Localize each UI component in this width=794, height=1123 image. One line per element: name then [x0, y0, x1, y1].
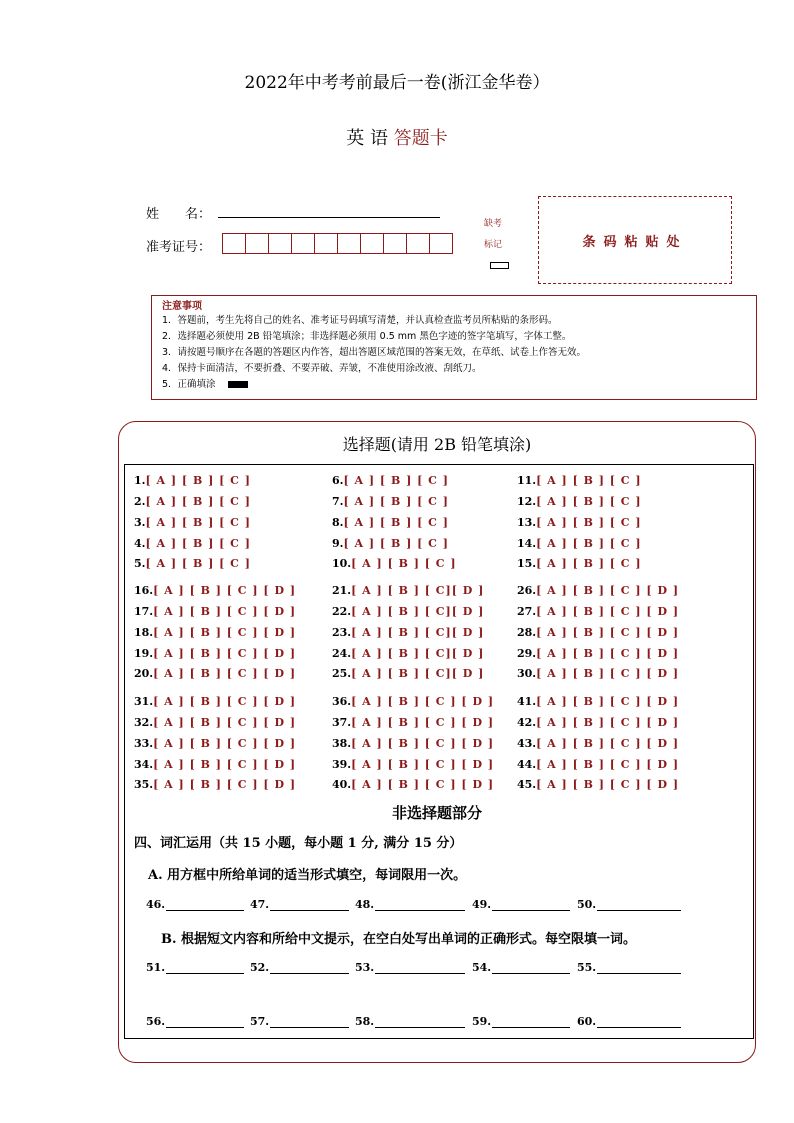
question-number: 12.	[517, 495, 537, 508]
answer-line[interactable]	[270, 972, 349, 974]
answer-bubbles[interactable]: [ A ] [ B ] [ C ]	[536, 495, 642, 508]
answer-line[interactable]	[492, 972, 570, 974]
nonchoice-title: 非选择题部分	[391, 804, 482, 822]
blank-number: 58.	[355, 1015, 375, 1028]
missing-mark-label-2: 标记	[484, 240, 503, 250]
answer-line[interactable]	[166, 909, 244, 911]
answer-bubbles[interactable]: [ A ] [ B ] [ C ] [ D ]	[153, 584, 297, 597]
question-row	[332, 605, 484, 618]
blank-item	[355, 898, 465, 911]
question-number: 17.	[134, 605, 154, 618]
question-row	[134, 557, 251, 570]
question-row	[517, 778, 679, 791]
answer-line[interactable]	[492, 909, 570, 911]
question-row	[134, 778, 296, 791]
question-row	[517, 605, 679, 618]
question-row	[134, 695, 296, 708]
answer-bubbles[interactable]: [ A ] [ B ] [ C][ D ]	[351, 584, 485, 597]
question-row	[134, 647, 296, 660]
question-number: 33.	[134, 737, 154, 750]
blank-number: 48.	[355, 898, 375, 911]
answer-bubbles[interactable]: [ A ] [ B ] [ C ] [ D ]	[536, 737, 680, 750]
question-row	[332, 647, 484, 660]
question-row	[517, 667, 679, 680]
question-row	[332, 584, 484, 597]
answer-bubbles[interactable]: [ A ] [ B ] [ C ] [ D ]	[536, 778, 680, 791]
answer-bubbles[interactable]: [ A ] [ B ] [ C ]	[145, 495, 251, 508]
id-digit-box[interactable]	[314, 233, 338, 254]
question-number: 14.	[517, 537, 537, 550]
answer-bubbles[interactable]: [ A ] [ B ] [ C ] [ D ]	[536, 695, 680, 708]
answer-bubbles[interactable]: [ A ] [ B ] [ C ]	[145, 557, 251, 570]
question-row	[134, 667, 296, 680]
answer-bubbles[interactable]: [ A ] [ B ] [ C ] [ D ]	[536, 716, 680, 729]
blank-number: 47.	[250, 898, 270, 911]
blank-item	[146, 961, 244, 974]
question-row	[517, 584, 679, 597]
id-digit-box[interactable]	[406, 233, 430, 254]
answer-line[interactable]	[166, 972, 244, 974]
note-item: 3．请按题号顺序在各题的答题区内作答，超出答题区域范围的答案无效，在草纸、试卷上作答无效。	[162, 347, 587, 358]
question-row	[332, 474, 449, 487]
answer-bubbles[interactable]: [ A ] [ B ] [ C ]	[343, 495, 449, 508]
answer-bubbles[interactable]: [ A ] [ B ] [ C ] [ D ]	[536, 758, 680, 771]
answer-bubbles[interactable]: [ A ] [ B ] [ C ]	[351, 557, 457, 570]
blank-number: 49.	[472, 898, 492, 911]
answer-bubbles[interactable]: [ A ] [ B ] [ C ] [ D ]	[351, 758, 495, 771]
question-number: 8.	[332, 516, 344, 529]
question-row	[517, 626, 679, 639]
question-row	[332, 778, 494, 791]
subject-label: 英 语	[346, 128, 388, 149]
question-row	[332, 495, 449, 508]
question-number: 30.	[517, 667, 537, 680]
answer-line[interactable]	[597, 909, 681, 911]
question-number: 38.	[332, 737, 352, 750]
question-number: 15.	[517, 557, 537, 570]
note-item: 2．选择题必须使用 2B 铅笔填涂；非选择题必须用 0.5 mm 黑色字迹的签字笔填写，字体工整。	[162, 331, 572, 342]
question-row	[332, 667, 484, 680]
question-number: 6.	[332, 474, 344, 487]
question-number: 16.	[134, 584, 154, 597]
blank-number: 52.	[250, 961, 270, 974]
question-row	[134, 605, 296, 618]
missing-mark-label: 缺考	[484, 219, 503, 229]
question-row	[332, 695, 494, 708]
note-item: 1．答题前，考生先将自己的姓名、准考证号码填写清楚，并认真检查监考员所粘贴的条形码。	[162, 315, 558, 326]
answer-bubbles[interactable]: [ A ] [ B ] [ C ]	[145, 474, 251, 487]
answer-bubbles[interactable]: [ A ] [ B ] [ C][ D ]	[351, 626, 485, 639]
answer-bubbles[interactable]: [ A ] [ B ] [ C ] [ D ]	[153, 647, 297, 660]
blank-number: 59.	[472, 1015, 492, 1028]
note-item: 4．保持卡面清洁，不要折叠、不要弄破、弄皱，不准使用涂改液、刮纸刀。	[162, 363, 482, 374]
question-number: 3.	[134, 516, 146, 529]
answer-bubbles[interactable]: [ A ] [ B ] [ C ] [ D ]	[351, 737, 495, 750]
answer-bubbles[interactable]: [ A ] [ B ] [ C ]	[343, 474, 449, 487]
question-row	[134, 584, 296, 597]
question-number: 40.	[332, 778, 352, 791]
notes-box	[151, 295, 757, 400]
choice-section-title: 选择题(请用 2B 铅笔填涂)	[342, 435, 532, 454]
question-row	[517, 495, 642, 508]
question-number: 44.	[517, 758, 537, 771]
blank-item	[250, 1015, 349, 1028]
question-number: 32.	[134, 716, 154, 729]
answer-bubbles[interactable]: [ A ] [ B ] [ C][ D ]	[351, 667, 485, 680]
question-number: 28.	[517, 626, 537, 639]
question-number: 23.	[332, 626, 352, 639]
partA-instruction: A. 用方框中所给单词的适当形式填空，每词限用一次。	[148, 868, 467, 883]
question-number: 13.	[517, 516, 537, 529]
blank-item	[146, 1015, 244, 1028]
question-number: 36.	[332, 695, 352, 708]
question-number: 21.	[332, 584, 352, 597]
question-number: 4.	[134, 537, 146, 550]
blank-item	[472, 1015, 570, 1028]
notes-title: 注意事项	[162, 301, 202, 312]
id-digit-box[interactable]	[360, 233, 384, 254]
question-number: 34.	[134, 758, 154, 771]
answer-bubbles[interactable]: [ A ] [ B ] [ C ] [ D ]	[536, 584, 680, 597]
answer-card-label: 答题卡	[393, 128, 448, 149]
question-row	[517, 737, 679, 750]
question-row	[517, 758, 679, 771]
question-number: 19.	[134, 647, 154, 660]
question-row	[332, 716, 494, 729]
answer-bubbles[interactable]: [ A ] [ B ] [ C ]	[145, 537, 251, 550]
answer-bubbles[interactable]: [ A ] [ B ] [ C ]	[536, 474, 642, 487]
answer-bubbles[interactable]: [ A ] [ B ] [ C ] [ D ]	[153, 737, 297, 750]
blank-item	[577, 898, 681, 911]
id-digit-box[interactable]	[337, 233, 361, 254]
answer-line[interactable]	[375, 1026, 465, 1028]
partB-instruction: B. 根据短文内容和所给中文提示，在空白处写出单词的正确形式。每空限填一词。	[161, 932, 637, 947]
answer-bubbles[interactable]: [ A ] [ B ] [ C ] [ D ]	[153, 626, 297, 639]
blank-number: 57.	[250, 1015, 270, 1028]
answer-bubbles[interactable]: [ A ] [ B ] [ C][ D ]	[351, 647, 485, 660]
answer-bubbles[interactable]: [ A ] [ B ] [ C ] [ D ]	[351, 695, 495, 708]
answer-bubbles[interactable]: [ A ] [ B ] [ C ] [ D ]	[153, 716, 297, 729]
question-row	[332, 737, 494, 750]
question-row	[134, 626, 296, 639]
question-number: 35.	[134, 778, 154, 791]
answer-line[interactable]	[270, 909, 349, 911]
blank-item	[472, 961, 570, 974]
question-row	[134, 716, 296, 729]
blank-number: 51.	[146, 961, 166, 974]
answer-inner-frame	[124, 464, 754, 1039]
question-number: 26.	[517, 584, 537, 597]
answer-bubbles[interactable]: [ A ] [ B ] [ C ] [ D ]	[153, 605, 297, 618]
question-number: 37.	[332, 716, 352, 729]
question-row	[332, 537, 449, 550]
question-number: 43.	[517, 737, 537, 750]
question-row	[134, 737, 296, 750]
answer-bubbles[interactable]: [ A ] [ B ] [ C ]	[536, 516, 642, 529]
question-row	[134, 495, 251, 508]
id-digit-box[interactable]	[429, 233, 453, 254]
answer-bubbles[interactable]: [ A ] [ B ] [ C ]	[145, 516, 251, 529]
question-row	[517, 557, 642, 570]
question-number: 45.	[517, 778, 537, 791]
id-number-boxes[interactable]	[222, 233, 452, 254]
question-number: 41.	[517, 695, 537, 708]
answer-bubbles[interactable]: [ A ] [ B ] [ C ] [ D ]	[153, 758, 297, 771]
id-digit-box[interactable]	[268, 233, 292, 254]
part4-heading: 四、词汇运用（共 15 小题，每小题 1 分, 满分 15 分）	[134, 836, 463, 851]
question-number: 24.	[332, 647, 352, 660]
question-row	[332, 516, 449, 529]
subject-heading	[0, 124, 794, 150]
question-row	[517, 716, 679, 729]
id-digit-box[interactable]	[383, 233, 407, 254]
name-field[interactable]	[218, 216, 440, 218]
answer-bubbles[interactable]: [ A ] [ B ] [ C ] [ D ]	[536, 605, 680, 618]
question-number: 42.	[517, 716, 537, 729]
question-row	[517, 516, 642, 529]
question-number: 5.	[134, 557, 146, 570]
filled-mark-example	[228, 381, 248, 388]
blank-number: 46.	[146, 898, 166, 911]
question-number: 10.	[332, 557, 352, 570]
answer-line[interactable]	[492, 1026, 570, 1028]
blank-number: 55.	[577, 961, 597, 974]
answer-line[interactable]	[597, 1026, 681, 1028]
question-number: 20.	[134, 667, 154, 680]
blank-item	[355, 1015, 465, 1028]
question-number: 22.	[332, 605, 352, 618]
name-label: 姓 名：	[146, 207, 212, 222]
question-number: 39.	[332, 758, 352, 771]
blank-number: 54.	[472, 961, 492, 974]
question-number: 9.	[332, 537, 344, 550]
answer-line[interactable]	[375, 909, 465, 911]
question-number: 1.	[134, 474, 146, 487]
blank-item	[250, 898, 349, 911]
answer-bubbles[interactable]: [ A ] [ B ] [ C ] [ D ]	[153, 667, 297, 680]
id-label: 准考证号：	[146, 240, 212, 255]
answer-bubbles[interactable]: [ A ] [ B ] [ C ] [ D ]	[153, 778, 297, 791]
answer-bubbles[interactable]: [ A ] [ B ] [ C ]	[536, 537, 642, 550]
question-row	[332, 557, 457, 570]
id-digit-box[interactable]	[222, 233, 246, 254]
question-number: 27.	[517, 605, 537, 618]
question-row	[517, 695, 679, 708]
blank-number: 60.	[577, 1015, 597, 1028]
blank-number: 56.	[146, 1015, 166, 1028]
question-number: 2.	[134, 495, 146, 508]
answer-bubbles[interactable]: [ A ] [ B ] [ C ] [ D ]	[351, 778, 495, 791]
question-row	[134, 537, 251, 550]
blank-number: 53.	[355, 961, 375, 974]
id-digit-box[interactable]	[245, 233, 269, 254]
exam-title: 2022年中考考前最后一卷(浙江金华卷）	[244, 73, 550, 93]
question-row	[332, 626, 484, 639]
answer-bubbles[interactable]: [ A ] [ B ] [ C ]	[343, 516, 449, 529]
answer-bubbles[interactable]: [ A ] [ B ] [ C][ D ]	[351, 605, 485, 618]
blank-item	[577, 961, 681, 974]
question-row	[332, 758, 494, 771]
question-number: 25.	[332, 667, 352, 680]
question-row	[517, 647, 679, 660]
question-row	[517, 474, 642, 487]
question-number: 7.	[332, 495, 344, 508]
blank-item	[472, 898, 570, 911]
blank-item	[577, 1015, 681, 1028]
answer-bubbles[interactable]: [ A ] [ B ] [ C ] [ D ]	[153, 695, 297, 708]
answer-bubbles[interactable]: [ A ] [ B ] [ C ] [ D ]	[536, 647, 680, 660]
answer-bubbles[interactable]: [ A ] [ B ] [ C ] [ D ]	[536, 667, 680, 680]
blank-number: 50.	[577, 898, 597, 911]
answer-bubbles[interactable]: [ A ] [ B ] [ C ]	[536, 557, 642, 570]
question-row	[134, 516, 251, 529]
answer-bubbles[interactable]: [ A ] [ B ] [ C ]	[343, 537, 449, 550]
blank-item	[146, 898, 244, 911]
question-number: 18.	[134, 626, 154, 639]
note-item-filled-example: 5．正确填涂	[162, 377, 756, 393]
answer-line[interactable]	[166, 1026, 244, 1028]
answer-bubbles[interactable]: [ A ] [ B ] [ C ] [ D ]	[351, 716, 495, 729]
question-row	[134, 758, 296, 771]
question-row	[517, 537, 642, 550]
question-number: 31.	[134, 695, 154, 708]
answer-bubbles[interactable]: [ A ] [ B ] [ C ] [ D ]	[536, 626, 680, 639]
blank-item	[355, 961, 465, 974]
answer-line[interactable]	[270, 1026, 349, 1028]
barcode-area: 条码粘贴处	[538, 196, 732, 284]
missing-mark-box[interactable]	[490, 262, 509, 269]
question-number: 11.	[517, 474, 537, 487]
blank-item	[250, 961, 349, 974]
question-row	[134, 474, 251, 487]
answer-line[interactable]	[375, 972, 465, 974]
id-digit-box[interactable]	[291, 233, 315, 254]
answer-line[interactable]	[597, 972, 681, 974]
question-number: 29.	[517, 647, 537, 660]
